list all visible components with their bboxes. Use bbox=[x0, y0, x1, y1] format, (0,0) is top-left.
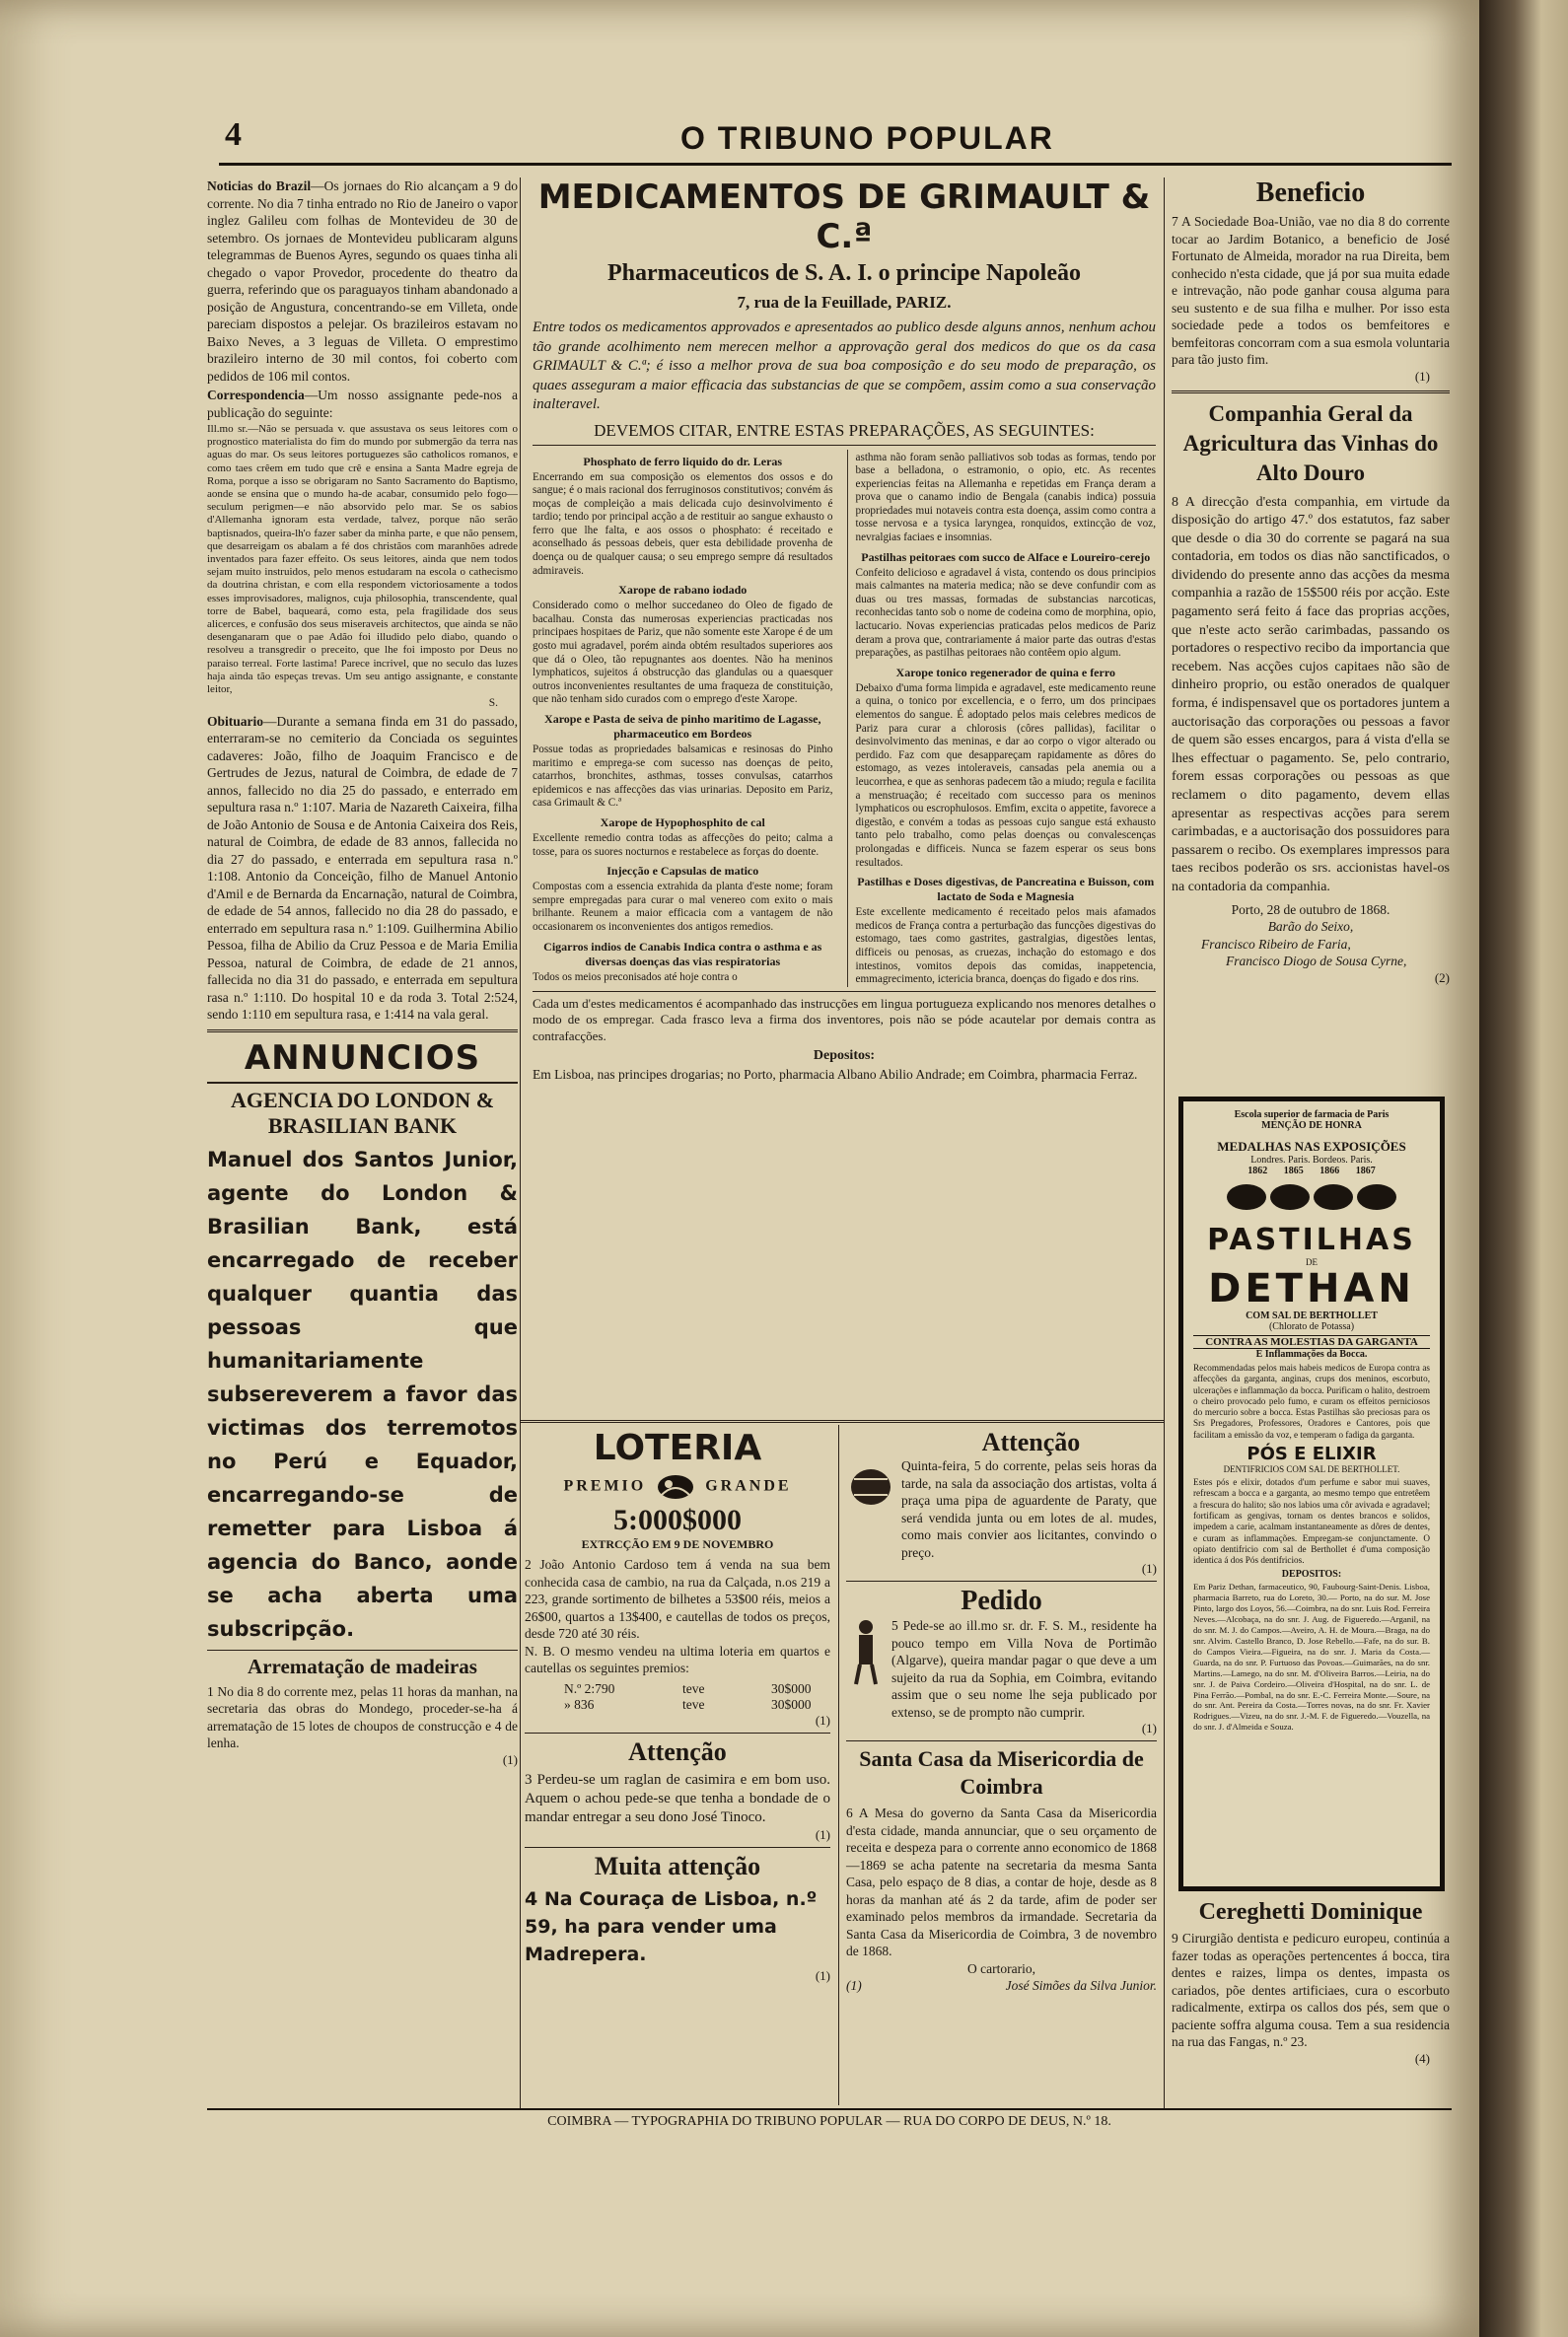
dethan-sal: COM SAL DE BERTHOLLET bbox=[1246, 1310, 1378, 1321]
santa-casa-text: 6 A Mesa do governo da Santa Casa da Misericordia d'esta cidade, manda annunciar, que o seu orçamento de receita e despeza para o corrente anno economico de 1868—1869 se acha patente na secretaria da mesma Santa Casa, pelo espaço de 8 dias, a contar de hoje, desde as 8 horas da manhan até ás 2 da tarde, afim de poder ser examinado pelos membros da irmandade. Secretaria da Santa Casa da Misericordia de Coimbra, 3 de novembro de 1868. bbox=[846, 1806, 1157, 1958]
dethan-de: DE bbox=[1306, 1257, 1318, 1267]
grimault-right bbox=[847, 450, 1157, 987]
column-3 bbox=[1172, 177, 1450, 986]
prize-number: » 836 bbox=[564, 1696, 595, 1712]
attention-text: 3 Perdeu-se um raglan de casimira e em bom uso. Aquem o achou pede-se que tenha a bondade de o mandar entregar a seu dono José Tinoco. bbox=[525, 1771, 830, 1825]
dethan-inflam: E Inflammações da Bocca. bbox=[1255, 1349, 1368, 1360]
correspondence-intro: —Um nosso assignante pede-nos a publicação do seguinte: bbox=[207, 388, 518, 420]
dethan-pastilhas: PASTILHAS bbox=[1207, 1223, 1416, 1257]
auction-mark: (1) bbox=[502, 1751, 518, 1767]
obituary-heading: Obituario bbox=[207, 713, 264, 729]
beneficio-title: Beneficio bbox=[1255, 177, 1366, 208]
loteria-nb: N. B. O mesmo vendeu na ultima loteria em quartos e cautellas os seguintes premios: bbox=[525, 1643, 830, 1675]
loteria-extraction: EXTRCÇÃO EM 9 DE NOVEMBRO bbox=[581, 1537, 774, 1551]
figure-icon bbox=[846, 1617, 886, 1686]
section-rule bbox=[207, 1082, 518, 1084]
footer-imprint: COIMBRA — TYPOGRAPHIA DO TRIBUNO POPULAR — RUA DO CORPO DE DEUS, N.º 18. bbox=[547, 2114, 1111, 2129]
agency-title: AGENCIA DO LONDON & BRASILIAN BANK bbox=[230, 1087, 495, 1138]
fortune-icon bbox=[653, 1472, 698, 1502]
section-rule bbox=[525, 1847, 830, 1848]
loteria-amount: 5:000$000 bbox=[613, 1504, 742, 1536]
header-rule bbox=[219, 163, 1452, 166]
medal-icon bbox=[1227, 1184, 1266, 1210]
companhia-text: 8 A direcção d'esta companhia, em virtude da disposição do artigo 47.º dos estatutos, faz saber que desde o dia 30 do corrente se pagará na sua contadoria, em todos os dias não sanctificados, o dividendo do presente anno das acções da mesma companhia a razão de 15$500 réis por acção. Este pagamento será feito á face das proprias acções, que n'este acto serão carimbadas, passando os portadores o respectivo recibo da importancia que recebem. Nas acções cujos capitaes não são de dinheiro proprio, ou estão onerados de qualquer forma, é indispensavel que os portadores juntem a auctorisação das corporações ou pessoas a favor de quem são esses encargos, para á vista d'ella se lhes effectuar o pagamento. Se, pelo contrario, forem essas corporações ou pessoas as que reclamem o dito pagamento, devem ellas apresentar as respectivas acções para serem carimbadas, e a auctorisação dos possuidores para passarem o recibo. Os exemplares impressos para taes recibos poderão os srs. accionistas havel-os na contadoria da companhia. bbox=[1172, 494, 1450, 894]
section-rule bbox=[846, 1740, 1157, 1741]
pedido-mark: (1) bbox=[1141, 1721, 1157, 1735]
column-2c bbox=[846, 1428, 1157, 1995]
auction-text: 1 No dia 8 do corrente mez, pelas 11 horas da manhan, na secretaria das obras do Mondego, proceder-se-ha á arrematação de 15 lotes de choupos de construcção e 4 de lenha. bbox=[207, 1683, 518, 1751]
dethan-text2: Estes pós e elixir, dotados d'um perfume e sabor mui suaves, refrescam a bocca e a garganta, ao mesmo tempo que entretêem a frescura do halito; são nos labios uma côr avivada e agradavel; fortificam as gengivas, tornam os dentes brancos e solidos, impedem a carie, acalmam instantaneamente as dôres de dentes, e curam as inflammações. Empregam-se conjunctamente. O opiato dentifricio com sal de Berthollet é d'uma composição identica á dos Pós dentifricios. bbox=[1193, 1477, 1430, 1566]
grimault-intro: Entre todos os medicamentos approvados e apresentados ao publico desde alguns annos, nenhum achou tão grande acolhimento nem merecen melhor a approvação geral dos medicos do que os da casa GRIMAULT & C.ª; é isso a melhor prova de sua boa composição e do seu modo de preparação, os quaes asseguram a maior efficacia das substancias de que se compõem, assim como a sua conservação inalteravel. bbox=[533, 319, 1156, 412]
cereghetti-text: 9 Cirurgião dentista e pedicuro europeu, continúa a fazer todas as operações pertencentes á bocca, tira dentes e raizes, limpa os dentes, impasta os cariados, põe dentes artificiaes, cura o escorbuto radicalmente, extirpa os callos dos pés, sem que o paciente soffra alguma cousa. Tem a sua residencia na rua das Fangas, n.º 23. bbox=[1172, 1931, 1450, 2049]
attention-title: Attenção bbox=[628, 1736, 727, 1766]
remedy-text: Este excellente medicamento é receitado pelos mais afamados medicos de França contra a perturbação das funcções digestivas do estomago, taes como gastrites, gastralgias, digestões lentas, difficeis ou penosas, as cruezas, inchação do estomago e dos intestinos, vomitos depois das comidas, inappetencia, emmagrecimento, ictericia branca, doenças do figado e dos rins. bbox=[855, 906, 1156, 986]
column-1 bbox=[207, 177, 518, 1768]
dethan-chlorato: (Chlorato de Potassa) bbox=[1268, 1321, 1355, 1332]
correspondence bbox=[207, 387, 518, 421]
obituary bbox=[207, 713, 518, 1024]
cereghetti-mark: (4) bbox=[1414, 2050, 1430, 2066]
brazil-text: —Os jornaes do Rio alcançam a 9 do corrente. No dia 7 tinha entrado no Rio de Janeiro o vapor inglez Galileu com folhas de Montevideu de 30 de setembro. Os jornaes de Montevideu publicaram alguns telegrammas de Buenos Ayres, segundo os quaes tinha ali chegado o vapor Provedor, procedente do theatro da guerra, referindo que os paraguayos tinham abandonado a posição de Angustura, concentrando-se em Villeta, onde pareciam dispostos a pelejar. Os brazileiros estavam no Baixo Neves, a 3 leguas de Villeta. O emprestimo brazileiro interno de 30 mil contos, foi coberto com pedidos de 106 mil contos. bbox=[207, 178, 518, 384]
remedy-heading: Xarope de Hypophosphito de cal bbox=[600, 814, 765, 829]
correspondence-signature: S. bbox=[488, 697, 498, 710]
muita-mark: (1) bbox=[815, 1967, 830, 1983]
dethan-ad bbox=[1178, 1097, 1445, 1891]
remedy-text: Debaixo d'uma forma limpida e agradavel, este medicamento reune a quina, o tonico por excellencia, e o ferro, um dos principaes elementos do sangue. É adoptado pelos mais celebres medicos de Pariz para curar a chlorosis (côres pallidas), facilitar o desinvolvimento das meninas, e dar ao corpo o vigor alterado ou perdido. Faz com que desappareçam rapidamente as dôres do estomago, as vezes intoleraveis, cansadas pela anemia ou a leucorrhea, e que as senhoras padecem tão a miudo; regula e facilita a menstruação; é receitado com successo para os meninos lymphaticos ou escrophulosos. Emfim, excita o appetite, favorece a digestão, e convém a todas as pessoas cujo sangue está exhausto tanto pelo trabalho, como pelas doenças ou convalescenças prolongadas e difficeis. Nunca se fazem esperar os seus bons resultados. bbox=[855, 681, 1156, 869]
dethan-pos: PÓS E ELIXIR bbox=[1247, 1444, 1377, 1465]
remedy-heading: Xarope tonico regenerador de quina e ferro bbox=[895, 665, 1115, 679]
santa-casa-sign1: O cartorario, bbox=[967, 1960, 1035, 1976]
loteria-mark: (1) bbox=[815, 1712, 830, 1728]
remedy-text: Possue todas as propriedades balsamicas e resinosas do Pinho maritimo e emprega-se com sucesso nas doenças de peito, catarrhos, bronchites, asthmas, tosses convulsas, catarrhos epidemicos e nas affecções das vias urinarias. Deposito em Pariz, casa Grimault & C.ª bbox=[533, 744, 833, 810]
auction-title: Arrematação de madeiras bbox=[248, 1654, 477, 1678]
page-number: 4 bbox=[225, 116, 242, 153]
beneficio-mark: (1) bbox=[1414, 368, 1430, 384]
column-divider bbox=[1164, 177, 1165, 2110]
grande-label: GRANDE bbox=[705, 1477, 792, 1495]
dethan-dent: DENTIFRICIOS COM SAL DE BERTHOLLET. bbox=[1223, 1464, 1400, 1475]
grimault-footer: Cada um d'estes medicamentos é acompanhado das instrucções em lingua portugueza explicando nos menores detalhes o modo de os empregar. Cada frasco leva a firma dos inventores, pois não se póde acautelar por demais contra as contrafacções. bbox=[533, 995, 1156, 1043]
companhia-mark: (2) bbox=[1434, 969, 1450, 985]
barrel-icon bbox=[846, 1463, 895, 1511]
dethan-text1: Recommendadas pelos mais habeis medicos de Europa contra as affecções da garganta, anginas, crups dos meninos, escorbuto, ulcerações e inflammação da bocca. Purificam o halito, destroem o cheiro provocado pelo fumo, e curam os effeitos perniciosos do mercurio sobre a bocca. Estas Pastilhas são preciosas para os Srs Pregadores, Professores, Oradores e Cantores, pois que facilitam a emissão da voz, e temperam o fadiga da garganta. bbox=[1193, 1363, 1430, 1440]
prize-list bbox=[564, 1681, 830, 1713]
muita-text: 4 Na Couraça de Lisboa, n.º 59, ha para vender uma Madrepera. bbox=[525, 1887, 818, 1965]
footer-rule bbox=[207, 2108, 1452, 2110]
prize-teve: teve bbox=[682, 1680, 705, 1696]
correspondence-heading: Correspondencia bbox=[207, 388, 305, 402]
grimault-devemos: DEVEMOS CITAR, ENTRE ESTAS PREPARAÇÕES, AS SEGUINTES: bbox=[594, 420, 1095, 440]
prize-number: N.º 2:790 bbox=[564, 1680, 615, 1696]
prize-teve: teve bbox=[682, 1696, 705, 1712]
depositos-heading: Depositos: bbox=[813, 1048, 876, 1064]
section-rule bbox=[1172, 390, 1450, 393]
grimault-columns bbox=[533, 450, 1156, 987]
annuncios-heading: ANNUNCIOS bbox=[244, 1037, 481, 1078]
agency-text: Manuel dos Santos Junior, agente do London & Brasilian Bank, está encarregado de receber qualquer quantia das pessoas que humanitariamente subsereverem a favor das victimas dos terremotos no Perú e Equador, encarregando-se de remetter para Lisboa á agencia do Banco, aonde se acha aberta uma subscripção. bbox=[207, 1147, 518, 1641]
pedido-title: Pedido bbox=[961, 1586, 1042, 1616]
medal-icon bbox=[1357, 1184, 1396, 1210]
obituary-text: —Durante a semana finda em 31 do passado, enterraram-se no cemiterio da Conciada os seguintes cadaveres: João, filho de Joaquim Francisco e de Gertrudes de Jezus, natural de Coimbra, de edade de 7 annos, fallecido no dia 25 do passado, e enterrado em sepultura rasa n.º 1:107. Maria de Nazareth Caixeira, filha de João Antonio de Sousa e de Antonia Caixeira dos Reis, natural de Coimbra, de edade de 83 annos, fallecida no dia 27 do passado, e enterrada em sepultura rasa n.º 1:108. Antonio da Conceição, filho de Manuel Antonio d'Amil e de Bernarda da Encarnação, natural de Coimbra, de edade de 54 annos, fallecido no dia 28 do passado, e enterrado em sepultura rasa n.º 1:109. Guilhermina Abilio Pessoa, filha de Abilio da Cruz Pessoa e de Maria Emilia Pessoa, natural de Coimbra, de edade de 21 annos, fallecida no dia 31 do passado, e enterrada em sepultura rasa n.º 1:110. Do hospital 10 e da roda 3. Total 2:524, sendo 1:110 em sepultura rasa, e 1:414 na vala geral. bbox=[207, 713, 518, 1023]
remedy-heading: Injecção e Capsulas de matico bbox=[606, 864, 759, 879]
section-rule bbox=[521, 1420, 1164, 1423]
column-divider bbox=[838, 1425, 839, 2105]
section-rule bbox=[846, 1581, 1157, 1582]
attention2-title: Attenção bbox=[981, 1428, 1081, 1456]
santa-casa-title: Santa Casa da Misericordia de Coimbra bbox=[859, 1746, 1144, 1799]
grimault-title: MEDICAMENTOS DE GRIMAULT & C.ª bbox=[537, 177, 1151, 256]
prize-value: 30$000 bbox=[771, 1680, 812, 1696]
santa-casa-mark: (1) bbox=[846, 1978, 862, 1993]
cereghetti-title: Cereghetti Dominique bbox=[1198, 1899, 1423, 1925]
prize-row bbox=[564, 1681, 830, 1697]
prize-row bbox=[564, 1697, 830, 1713]
remedy-heading: Xarope e Pasta de seiva de pinho maritimo de Lagasse, pharmaceutico em Bordeos bbox=[544, 712, 821, 741]
companhia-title: Companhia Geral da Agricultura das Vinhas do Alto Douro bbox=[1182, 400, 1439, 485]
dethan-name: DETHAN bbox=[1208, 1266, 1415, 1311]
dethan-dep-head: DEPOSITOS: bbox=[1281, 1569, 1342, 1581]
newspaper-title: O TRIBUNO POPULAR bbox=[680, 120, 1054, 156]
remedy-heading: Phosphato de ferro liquido do dr. Leras bbox=[583, 454, 783, 468]
section-rule bbox=[533, 445, 1156, 446]
remedy-text: Confeito delicioso e agradavel á vista, contendo os dous principios mais calmantes na materia medica; não se deve confundir com as duas ou tres massas, formadas de substancias narcoticas, reconhecidas tanto sob o nome de codeina como de morphina, opio, lactucario. Novas experiencias praticadas pelos medicos de Pariz deram a prova que, contrariamente á maior parte das outras d'estas preparações, as pastilhas peitoraes não contêem opio algum. bbox=[855, 566, 1156, 660]
companhia-sign2: Francisco Ribeiro de Faria, bbox=[1201, 936, 1351, 952]
remedy-heading: Pastilhas peitoraes com succo de Alface e Loureiro-cerejo bbox=[861, 549, 1151, 564]
companhia-sign3: Francisco Diogo de Sousa Cyrne, bbox=[1226, 954, 1407, 969]
muita-title: Muita attenção bbox=[594, 1851, 761, 1880]
remedy-text: asthma não foram senão palliativos sob todas as formas, tendo por base a belladona, o estramonio, o opio, etc. As recentes experiencias feitas na Allemanha e repetidas em França deram a prova que o canamo indio de Bengala (canabis indica) possuia propriedades mui notaveis contra esta doença, assim como contra a tosse nervosa e a tysica laryngea, ronquidos, extincção de voz, nevralgias faciaes e insomnias. bbox=[855, 451, 1156, 544]
remedy-heading: Xarope de rabano iodado bbox=[618, 583, 748, 598]
premio-label: PREMIO bbox=[563, 1477, 647, 1495]
depositos-text: Em Lisboa, nas principes drogarias; no Porto, pharmacia Albano Abilio Andrade; em Coimbra, pharmacia Ferraz. bbox=[533, 1067, 1138, 1083]
grimault-left bbox=[533, 450, 833, 987]
remedy-text: Todos os meios preconisados até hoje contra o bbox=[533, 970, 738, 983]
attention2-mark: (1) bbox=[1141, 1561, 1157, 1576]
prize-value: 30$000 bbox=[771, 1696, 812, 1712]
section-rule bbox=[533, 991, 1156, 992]
grimault-subtitle: Pharmaceuticos de S. A. I. o principe Napoleão bbox=[607, 260, 1081, 286]
brazil-news bbox=[207, 177, 518, 385]
dethan-dep-text: Em Pariz Dethan, farmaceutico, 90, Faubourg-Saint-Denis. Lisboa, pharmacia Barreto, rua do Loreto, 30.— Porto, na do sur. M. Jose Pinto, largo dos Loyos, 56.—Coimbra, na do snr. Luis Rod. Ferreira Neves.—Alcobaça, na do snr. J. Aug. de Figueredo.—Arganil, na do snr. M. J. do Campos.—Aveiro, A. H. de Moura.—Braga, na do snr. Alvim. Castello Branco, D. Jose Rebello.—Fafe, na do sur. B. do Campos Vieira.—Figueira, na do snr. J. Maria da Costa.—Guarda, na do snr. P. Furtuoso das Povoas.—Guimarães, na do snr. Martins.—Lamego, na do snr. M. d'Oliveira Barros.—Leiria, na do snr. J. de Paiva Cordeiro.—Oliveira d'Hospital, na do snr. L. de Pina Ferrão.—Pombal, na do snr. E.-C. Ferreira Monte.—Soure, na do snr. Ant. Pereira da Costa.—Torres novas, na do snr. Fr. Xavier Rodrigues.—Vizeu, na do snr. J.-M. F. de Figueredo.—Vouzella, na do snr. J. d'Almeida e Souza. bbox=[1193, 1582, 1430, 1733]
remedy-heading: Pastilhas e Doses digestivas, de Pancreatina e Buisson, com lactato de Soda e Magnesia bbox=[857, 875, 1155, 904]
medal-icon bbox=[1314, 1184, 1353, 1210]
dethan-cities: Londres. Paris. Bordeos. Paris. bbox=[1250, 1155, 1373, 1166]
dethan-medalhas: MEDALHAS NAS EXPOSIÇÕES bbox=[1217, 1139, 1406, 1154]
loteria-text: 2 João Antonio Cardoso tem á venda na sua bem conhecida casa de cambio, na rua da Calçada, n.os 219 a 223, grande sortimento de bilhetes a 53$00 réis, meios a 26$00, quartos a 13$400, e cautellas de todos os preços, desde 720 até 30 réis. bbox=[525, 1557, 830, 1641]
remedy-heading: Cigarros indios de Canabis Indica contra o asthma e as diversas doenças das vias respiratorias bbox=[543, 939, 822, 968]
attention-mark: (1) bbox=[815, 1826, 830, 1842]
brazil-heading: Noticias do Brazil bbox=[207, 178, 312, 193]
pedido-text: 5 Pede-se ao ill.mo sr. dr. F. S. M., residente ha pouco tempo em Villa Nova de Portimão (Algarve), queira mandar pagar o que deve a um sujeito da rua da Sophia, em Coimbra, evitando assim que o seu nome lhe seja publicado por extenso, se de prompto não cumprir. bbox=[891, 1618, 1157, 1720]
companhia-date: Porto, 28 de outubro de 1868. bbox=[1231, 901, 1390, 917]
dethan-years: 1862 1865 1866 1867 bbox=[1247, 1166, 1376, 1176]
remedy-text: Encerrando em sua composição os elementos dos ossos e do sangue; é o mais racional dos ferruginosos constitutivos; convém ás moças de compleição a mais delicada cujo desinvolvimento é tardio; tendo por principal acção a de restituir ao sangue exhausto o ferro que lhe falta, e aos ossos o phosphato: é receitado e aconselhado ás pessoas debeis, quer esta debilidade provenha de doença ou de qualquer causa; o seu emprego sempre dá resultados admiraveis. bbox=[533, 470, 833, 577]
correspondence-body: Ill.mo sr.—Não se persuada v. que assustava os seus leitores com o prognostico materialista do fim do mundo por submergão da terra nas aguas do mar. Os seus leitores portuguezes são catholicos romanos, e como taes crêem em tudo que crê e ensina a Santa Madre egreja de Roma, porque a isso se obrigaram no Santo Sacramento do Baptismo, aonde se ensina que o mundo ha-de acabar, consumido pelo fogo—seculum perigmen—e não absorvido pelo mar. Se os sabios d'Allemanha ignoram esta verdade, talvez, porque não serão baptisnados, queira-lh'o fazer saber da minha parte, e que não pensem, que desarreigam os abalam a fé dos christãos com maranhões adrede inventados para fazer effeito. Os seus leitores, ainda que nem todos sejam muito instruidos, pelo menos estudaram na escola o cathecismo da doutrina christan, e com ella respondem victoriosamente a todos esses improvisadores, malignos, cuja philosophia, transcendente, qual torre de Babel, baqueará, como esta, pela fragilidade dos seus alicerces, e confusão dos seus miseraveis architectos, que ainda se não desenganaram que o pae Adão foi illudido pelo diabo, quando o resolveu a transgredir o preceito, que lhe foi imposto por Deus no paraiso terreal. Forte lastima! Parece incrivel, que no seculo das luzes haja ainda tão espeças trevas. Um seu antigo assignante, e constante leitor, bbox=[207, 423, 518, 696]
grimault-ad bbox=[533, 177, 1156, 1084]
companhia-sign1: Barão do Seixo, bbox=[1267, 919, 1354, 935]
grimault-address: 7, rua de la Feuillade, PARIZ. bbox=[737, 293, 952, 312]
medal-icons bbox=[1193, 1184, 1430, 1215]
attention2-row bbox=[846, 1457, 1157, 1561]
dethan-contra: CONTRA AS MOLESTIAS DA GARGANTA bbox=[1193, 1335, 1430, 1349]
loteria-title: LOTERIA bbox=[593, 1428, 762, 1468]
cereghetti-ad bbox=[1172, 1899, 1450, 2067]
medal-icon bbox=[1270, 1184, 1310, 1210]
pedido-row bbox=[846, 1617, 1157, 1721]
section-rule bbox=[525, 1733, 830, 1734]
page-fold bbox=[1479, 0, 1568, 2337]
remedy-text: Excellente remedio contra todas as affecções do peito; calma a tosse, para os suores nocturnos e restabelece as forças do doente. bbox=[533, 831, 833, 858]
santa-casa-sign2 bbox=[846, 1977, 1157, 1995]
loteria-premio-row bbox=[525, 1472, 830, 1502]
remedy-text: Considerado como o melhor succedaneo do Oleo de figado de bacalhau. Consta das numerosas experiencias practicadas nos principaes hospitaes de Pariz, que não somente este Xarope é de um gosto mui agradavel, porém ainda obtém resultados superiores aos que dá o Oleo, tão repugnantes aos doentes. Não ha meninos lymphaticos, sujeitos á obstrucção das glandulas ou a quaesquer outros inconvenientes resultantes de uma fraqueza de constituição, que não tenham sido curados com o emprego d'este Xarope. bbox=[533, 600, 833, 706]
section-rule bbox=[207, 1029, 518, 1032]
column-divider bbox=[520, 177, 521, 2110]
loteria-ad bbox=[525, 1428, 830, 1984]
attention2-text: Quinta-feira, 5 do corrente, pelas seis horas da tarde, na sala da associação dos artistas, volta á praça uma pipa de aguardente de Paraty, que será vendida junta ou em lotes de al. mudes, como mais convier aos licitantes, convindo o preço. bbox=[901, 1458, 1157, 1560]
section-rule bbox=[207, 1650, 518, 1651]
santa-casa-signer: José Simões da Silva Junior. bbox=[1005, 1978, 1157, 1993]
beneficio-text: 7 A Sociedade Boa-União, vae no dia 8 do corrente tocar ao Jardim Botanico, a beneficio de José Fortunato de Almeida, morador na rua Direita, bem conhecido n'esta cidade, que já por sua muita edade e intrevação, não pode ganhar cousa alguma para seu sustento e de sua filha e mulher. Por isso esta sociedade pede a todos os bemfeitores e bemfeitoras concorram com a sua esmola voluntaria para tão justo fim. bbox=[1172, 214, 1450, 367]
remedy-text: Compostas com a essencia extrahida da planta d'este nome; foram sempre empregadas para curar o mal venereo com exito o mais brilhante. Reunem a maior efficacia com a vantagem de não occasionarem os inconvenientes dos antigos remedios. bbox=[533, 881, 833, 933]
dethan-mencao: MENÇÃO DE HONRA bbox=[1261, 1120, 1362, 1131]
dethan-school: Escola superior de farmacia de Paris bbox=[1234, 1109, 1390, 1120]
